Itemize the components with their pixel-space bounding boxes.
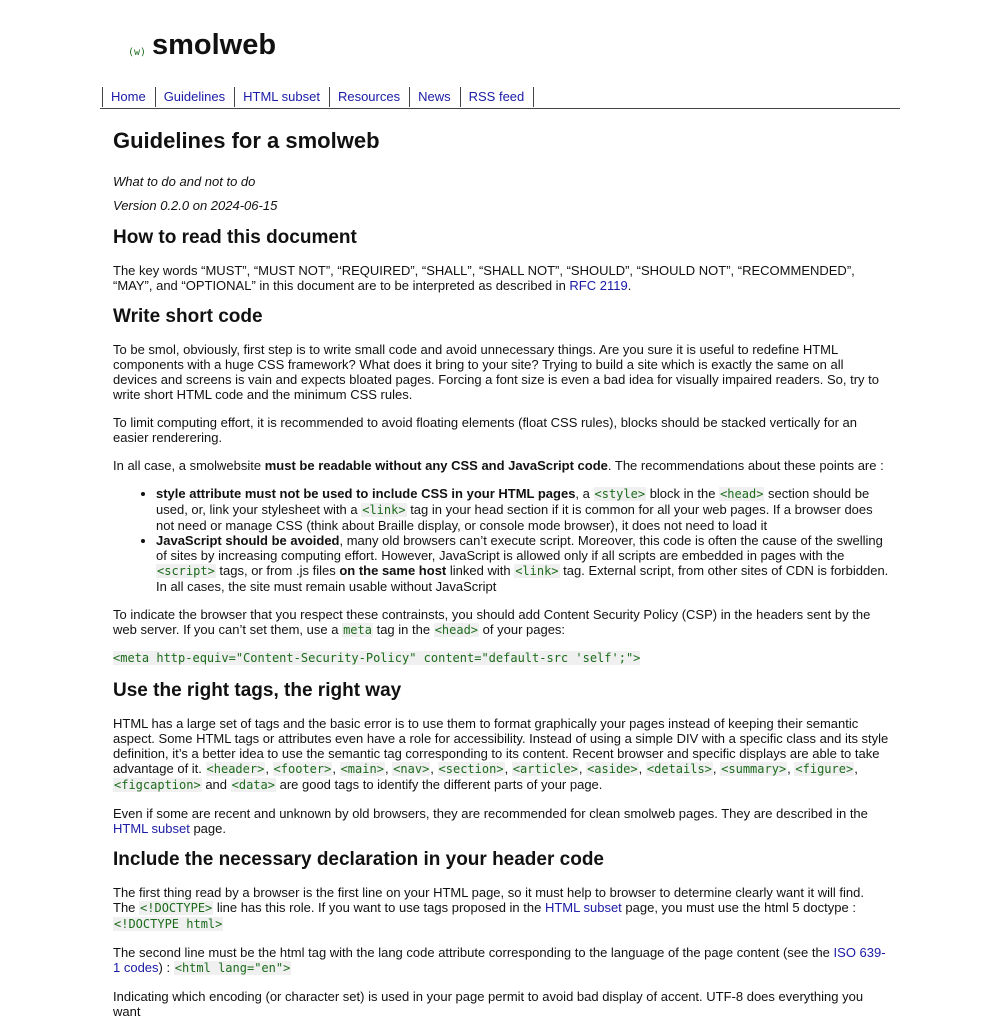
rfc-2119-link[interactable]: RFC 2119 xyxy=(569,278,628,293)
list-item-css: • style attribute must not be used to include CSS in your HTML pages, a <style> block in the <head> section should be used, or, link your stylesheet with a <link> tag in your head section if it is common for all your web pages. If a browser does not need or manage CSS (think about Braille display, or console mode browser), it does not need to load it xyxy=(156,486,889,533)
iso-639-1-link[interactable]: ISO 639-1 codes xyxy=(113,945,886,975)
tag-code: <details> xyxy=(646,762,712,776)
nav-item-resources xyxy=(329,87,409,107)
nav-item-home xyxy=(102,87,155,107)
html-subset-link-2[interactable]: HTML subset xyxy=(544,900,622,915)
main-content xyxy=(113,128,889,1032)
page-subtitle: What to do and not to do xyxy=(113,174,256,189)
site-logo-icon[interactable]: (w) xyxy=(128,47,147,58)
paragraph-doctype: The first thing read by a browser is the first line on your HTML page, so it must help to browser to determine clearly want it will find. The <!DOCTYPE> line has this role. If you want to use tags proposed in the HTML subset page, you must use the html 5 doctype : <!DOCTYPE html> xyxy=(113,885,864,931)
site-header xyxy=(0,0,1000,110)
nav-item-news xyxy=(409,87,460,107)
paragraph-readable: In all case, a smolwebsite must be readable without any CSS and JavaScript code. The recommendations about these points are : xyxy=(113,458,884,473)
tag-code: <figure> xyxy=(795,762,854,776)
list-item-javascript: • JavaScript should be avoided, many old browsers can’t execute script. Moreover, this code is often the cause of the swelling of sites by increasing computing effort. However, JavaScript is allowed only if all scripts are embedded in pages with the <script> tags, or from .js files on the same host linked with <link> tag. External script, from other sites of CDN is forbidden. In all cases, the site must remain usable without JavaScript xyxy=(156,533,889,594)
csp-code-block: <meta http-equiv="Content-Security-Policy" content="default-src 'self';"> xyxy=(113,651,641,665)
tag-code: <section> xyxy=(438,762,504,776)
tag-code: <article> xyxy=(512,762,578,776)
paragraph-floating: To limit computing effort, it is recommended to avoid floating elements (float CSS rules), blocks should be stacked vertically for an easier renderering. xyxy=(113,415,857,445)
nav-item-guidelines xyxy=(155,87,234,107)
paragraph-semantic-tags: HTML has a large set of tags and the basic error is to use them to format graphically your pages instead of keeping their semantic aspect. Some HTML tags or attributes even have a role for accessibility. Instead of using a simple DIV with a specific class and its style definition, it’s a better idea to use the semantic tag corresponding to its content. Recent browser and specific displays are able to take advantage of it. <header>, <footer>, <main>, <nav>, <section>, <article>, <aside>, <details>, <summary>, <figure>, <figcaption> and <data> are good tags to identify the different parts of your page. xyxy=(113,716,889,792)
nav-link-guidelines[interactable]: Guidelines xyxy=(163,89,226,104)
tag-code: <footer> xyxy=(273,762,332,776)
paragraph-smol-intro: To be smol, obviously, first step is to write small code and avoid unnecessary things. Are you sure it is useful to redefine HTML components with a huge CSS framework? What does it bring to your site? Trying to build a site which is exactly the same on all devices and screens is vain and expects bloated pages. Forcing a font size is even a bad idea for visually impaired readers. So, try to write short HTML code and the minimum CSS rules. xyxy=(113,342,879,402)
nav-item-rss-feed xyxy=(460,87,535,107)
section-heading-declaration: Include the necessary declaration in your header code xyxy=(113,849,605,870)
recommendations-list xyxy=(113,486,889,594)
paragraph-html-subset: Even if some are recent and unknown by old browsers, they are recommended for clean smolweb pages. They are described in the HTML subset page. xyxy=(113,806,868,836)
page-title: Guidelines for a smolweb xyxy=(113,128,380,153)
paragraph-key-words: The key words “MUST”, “MUST NOT”, “REQUIRED”, “SHALL”, “SHALL NOT”, “SHOULD”, “SHOULD NOT”, “RECOMMENDED”, “MAY”, and “OPTIONAL” in this document are to be interpreted as described in RFC 2119. xyxy=(113,263,855,293)
nav-link-resources[interactable]: Resources xyxy=(337,89,401,104)
nav-link-rss-feed[interactable]: RSS feed xyxy=(468,89,525,104)
tag-code: <main> xyxy=(340,762,384,776)
paragraph-csp: To indicate the browser that you respect these contrainsts, you should add Content Security Policy (CSP) in the headers sent by the web server. If you can’t set them, use a meta tag in the <head> of your pages: xyxy=(113,607,871,637)
tag-code: <summary> xyxy=(721,762,787,776)
paragraph-html-lang: The second line must be the html tag with the lang code attribute corresponding to the language of the page content (see the ISO 639-1 codes) : <html lang="en"> xyxy=(113,945,886,975)
main-nav xyxy=(100,87,900,109)
nav-item-html-subset xyxy=(234,87,329,107)
paragraph-encoding: Indicating which encoding (or character set) is used in your page permit to avoid bad display of accent. UTF-8 does everything you want xyxy=(113,989,864,1019)
page-version: Version 0.2.0 on 2024-06-15 xyxy=(113,198,278,213)
tag-code: <figcaption> xyxy=(114,778,201,792)
nav-link-home[interactable]: Home xyxy=(111,89,146,104)
section-heading-right-tags: Use the right tags, the right way xyxy=(113,680,402,701)
nav-list xyxy=(100,87,900,107)
section-heading-how-to-read: How to read this document xyxy=(113,227,357,248)
nav-link-news[interactable]: News xyxy=(418,89,451,104)
html-subset-link[interactable]: HTML subset xyxy=(113,821,190,836)
tag-code: <header> xyxy=(206,762,265,776)
site-title[interactable]: smolweb xyxy=(152,29,277,61)
section-heading-write-short-code: Write short code xyxy=(113,306,263,327)
tag-code: <nav> xyxy=(393,762,430,776)
tag-code: <data> xyxy=(231,778,275,792)
nav-link-html-subset[interactable]: HTML subset xyxy=(243,89,320,104)
tag-code: <aside> xyxy=(587,762,638,776)
